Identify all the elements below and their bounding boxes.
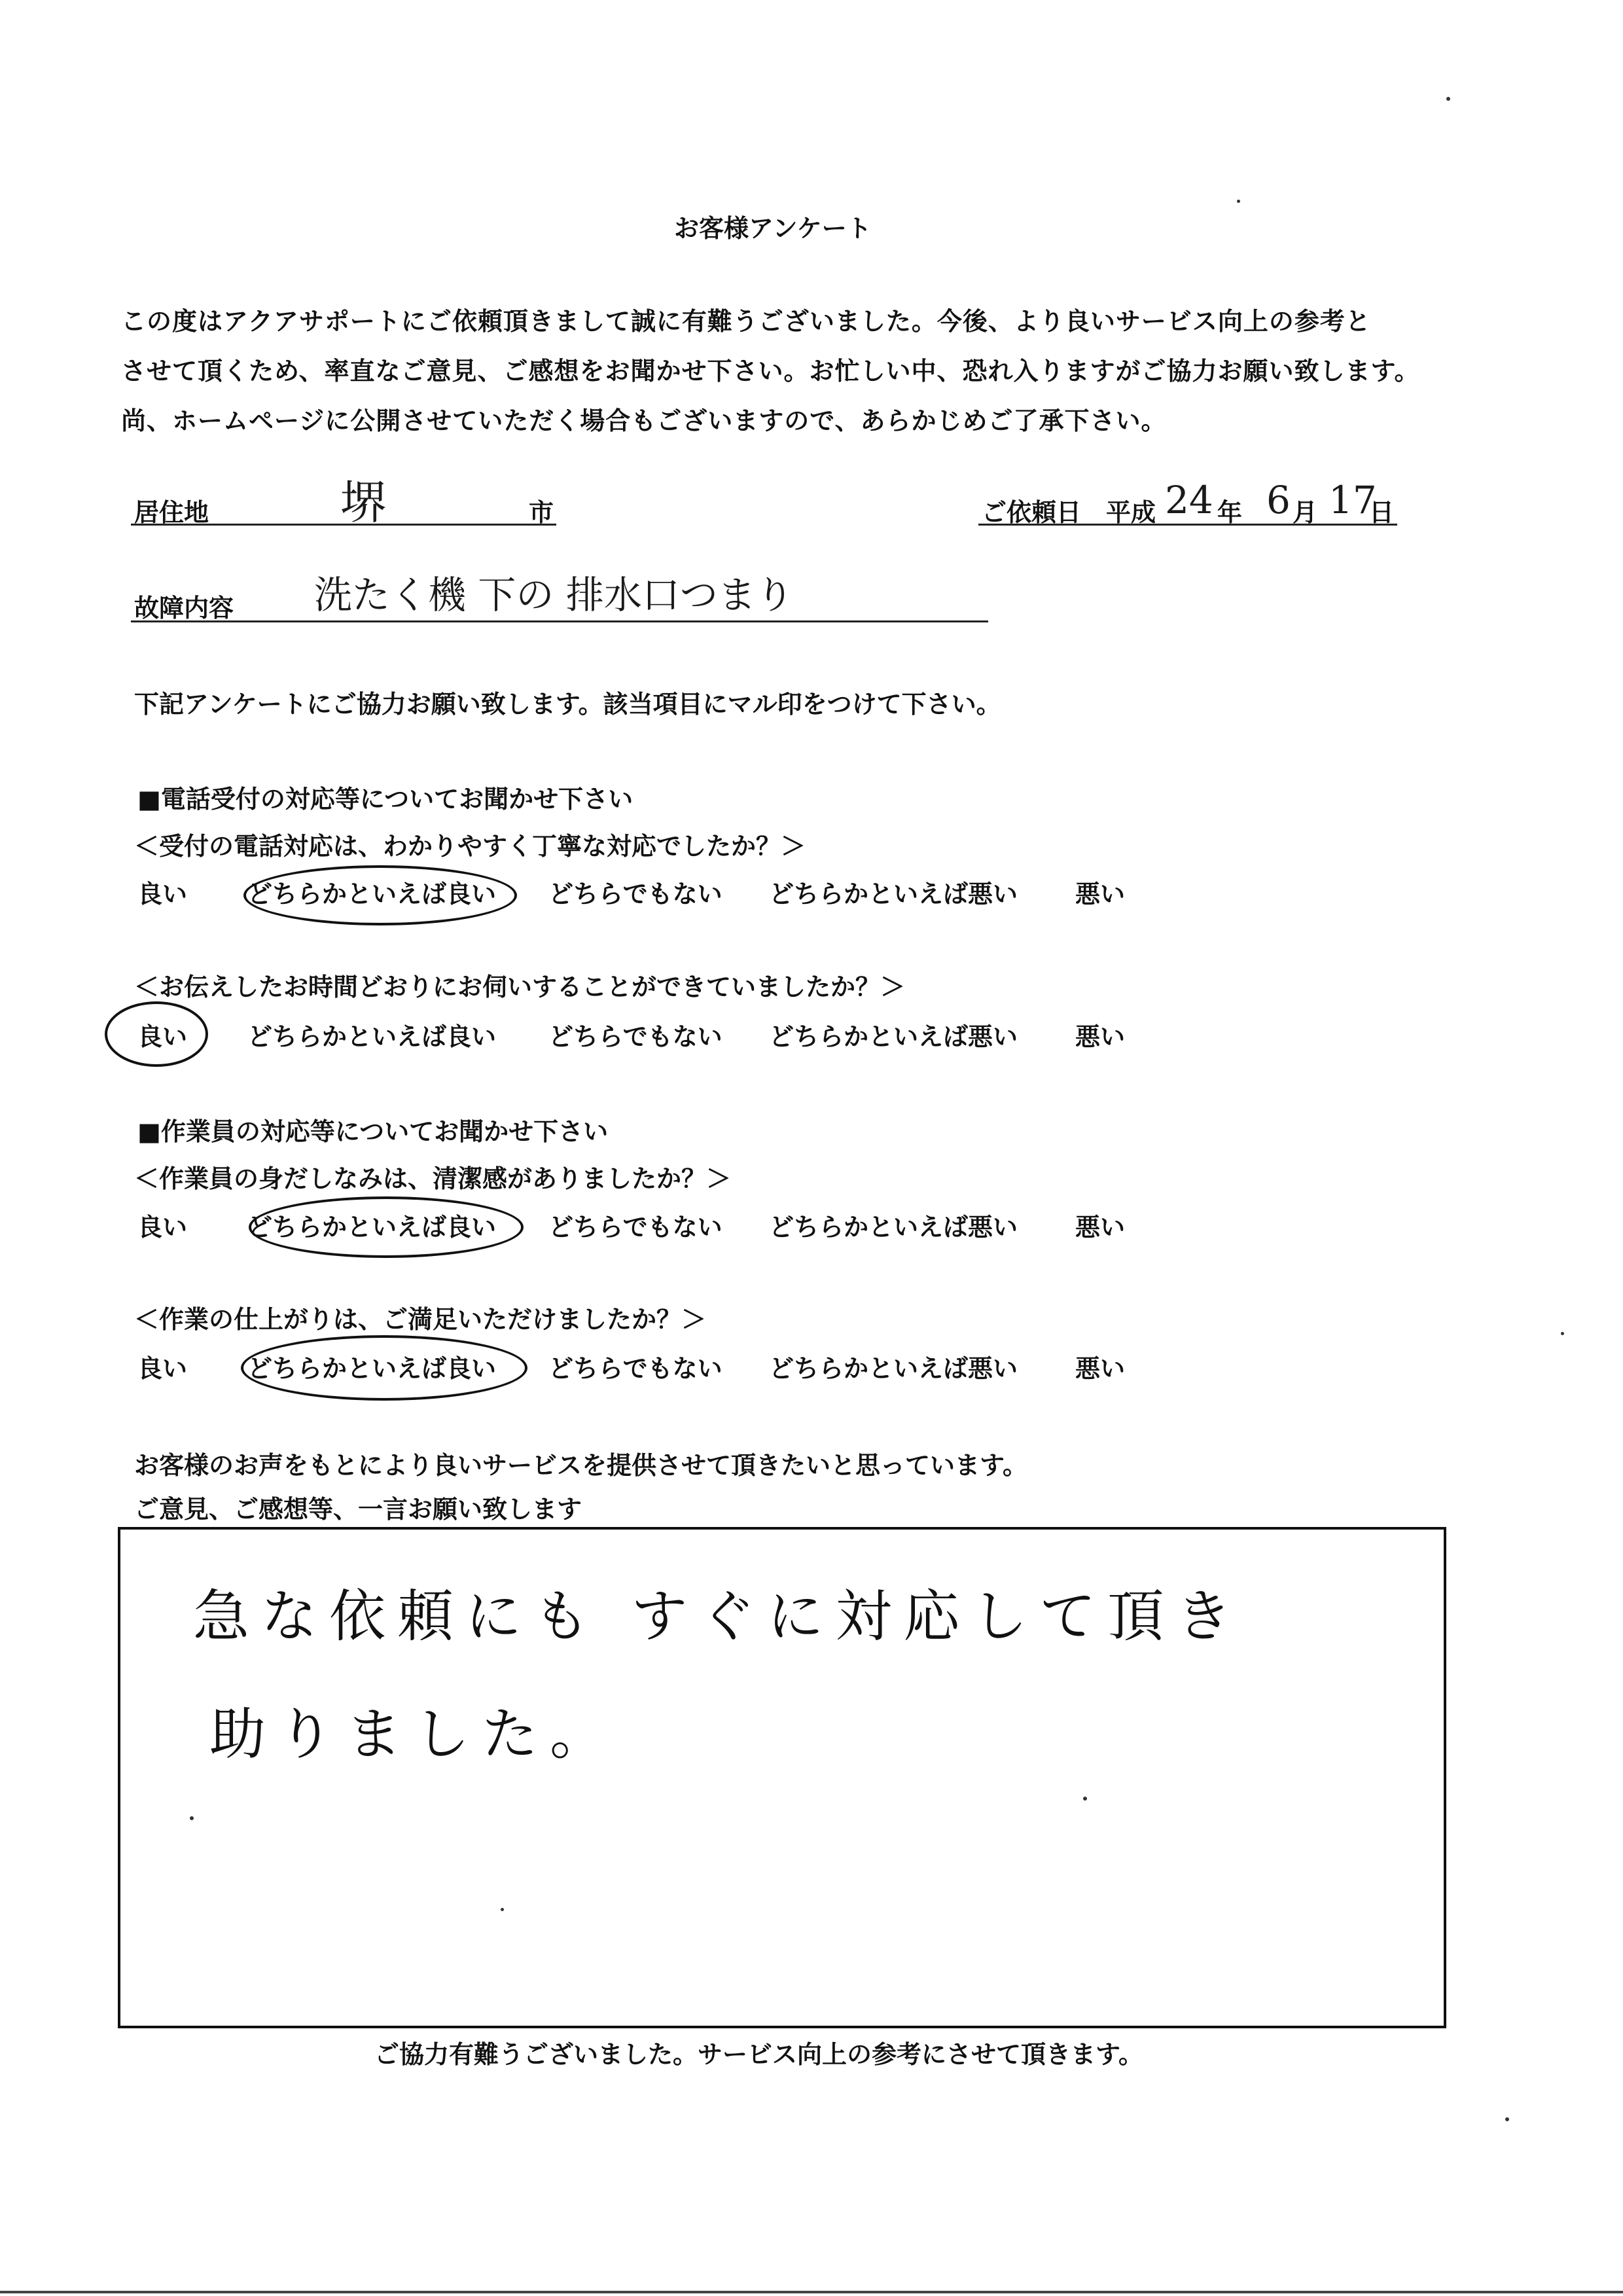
q3-option-somewhat-bad[interactable]: どちらかといえば悪い (769, 1213, 1018, 1242)
section-heading-phone: ■電話受付の対応等についてお聞かせ下さい (137, 785, 633, 814)
fault-underline (131, 620, 988, 622)
q4-option-bad[interactable]: 悪い (1075, 1354, 1126, 1383)
scan-speck (501, 1908, 504, 1911)
q1-selection-circle (243, 865, 517, 925)
q2-selection-circle (105, 1001, 208, 1067)
question-worker-appearance: ＜作業員の身だしなみは、清潔感がありましたか？＞ (134, 1164, 732, 1193)
q1-option-neutral[interactable]: どちらでもない (548, 880, 722, 908)
comment-line-1: 急な依頼にも すぐに対応して頂き (193, 1584, 1244, 1649)
comment-label: ご意見、ご感想等、一言お願い致します (134, 1495, 582, 1524)
scan-bottom-edge (0, 2291, 1623, 2293)
question-work-quality: ＜作業の仕上がりは、ご満足いただけましたか？＞ (134, 1305, 707, 1334)
request-date-day-unit: 日 (1369, 498, 1395, 527)
request-date-year-unit: 年 (1217, 498, 1243, 527)
instruction-text: 下記アンケートにご協力お願い致します。該当項目にマル印をつけて下さい。 (134, 690, 1001, 719)
intro-line-3: 尚、ホームページに公開させていただく場合もございますので、あらかじめご了承下さい。 (121, 406, 1167, 435)
q3-selection-circle (249, 1196, 524, 1258)
q3-option-good[interactable]: 良い (137, 1213, 188, 1242)
residence-underline (131, 524, 556, 526)
voice-intro-text: お客様のお声をもとにより良いサービスを提供させて頂きたいと思っています。 (134, 1451, 1027, 1480)
question-phone-clarity: ＜受付の電話対応は、わかりやすく丁寧な対応でしたか？＞ (134, 832, 806, 861)
q2-option-bad[interactable]: 悪い (1075, 1022, 1126, 1051)
scan-speck (1561, 1332, 1564, 1335)
request-date-underline (978, 524, 1397, 526)
section-heading-worker: ■作業員の対応等についてお聞かせ下さい (137, 1117, 609, 1146)
scan-speck (1237, 200, 1240, 203)
fault-value: 洗たく機 下の 排水口つまり (314, 573, 794, 617)
survey-title: お客様アンケート (674, 214, 872, 243)
request-date-month-unit: 月 (1293, 498, 1318, 527)
q4-option-good[interactable]: 良い (137, 1354, 188, 1383)
q2-option-somewhat-good[interactable]: どちらかといえば良い (247, 1022, 497, 1051)
request-date-month: 6 (1266, 478, 1291, 522)
q4-selection-circle (241, 1335, 527, 1401)
intro-line-2: させて頂くため、率直なご意見、ご感想をお聞かせ下さい。お忙しい中、恐れ入りますがご協力お願い致します。 (121, 357, 1420, 386)
question-arrival-time: ＜お伝えしたお時間どおりにお伺いすることができていましたか？＞ (134, 973, 906, 1001)
scan-speck (190, 1816, 194, 1820)
residence-value: 堺 (340, 476, 386, 529)
q4-option-somewhat-good[interactable]: どちらかといえば良い (247, 1354, 497, 1383)
q3-option-bad[interactable]: 悪い (1075, 1213, 1126, 1242)
residence-suffix: 市 (529, 498, 554, 527)
fault-label: 故障内容 (134, 594, 234, 622)
scan-speck (1083, 1797, 1087, 1801)
intro-line-1: この度はアクアサポートにご依頼頂きまして誠に有難うございました。今後、より良いサービス向上の参考と (121, 307, 1371, 336)
q4-option-somewhat-bad[interactable]: どちらかといえば悪い (769, 1354, 1018, 1383)
comment-line-2: 助りました。 (209, 1702, 618, 1767)
request-date-era: 平成 (1106, 498, 1156, 527)
scan-speck (1505, 2117, 1509, 2121)
footer-thanks: ご協力有難うございました。サービス向上の参考にさせて頂きます。 (374, 2040, 1143, 2069)
q1-option-somewhat-bad[interactable]: どちらかといえば悪い (769, 880, 1018, 908)
q2-option-somewhat-bad[interactable]: どちらかといえば悪い (769, 1022, 1018, 1051)
q3-option-somewhat-good[interactable]: どちらかといえば良い (247, 1213, 497, 1242)
q2-option-good[interactable]: 良い (137, 1022, 188, 1051)
q4-option-neutral[interactable]: どちらでもない (548, 1354, 722, 1383)
q3-option-neutral[interactable]: どちらでもない (548, 1213, 722, 1242)
q1-option-bad[interactable]: 悪い (1075, 880, 1126, 908)
q1-option-good[interactable]: 良い (137, 880, 188, 908)
residence-label: 居住地 (134, 498, 209, 527)
request-date-day: 17 (1329, 478, 1377, 522)
scan-speck (1446, 97, 1450, 101)
q1-option-somewhat-good[interactable]: どちらかといえば良い (247, 880, 497, 908)
q2-option-neutral[interactable]: どちらでもない (548, 1022, 722, 1051)
request-date-label: ご依頼日 (982, 498, 1082, 527)
request-date-year: 24 (1165, 478, 1213, 522)
